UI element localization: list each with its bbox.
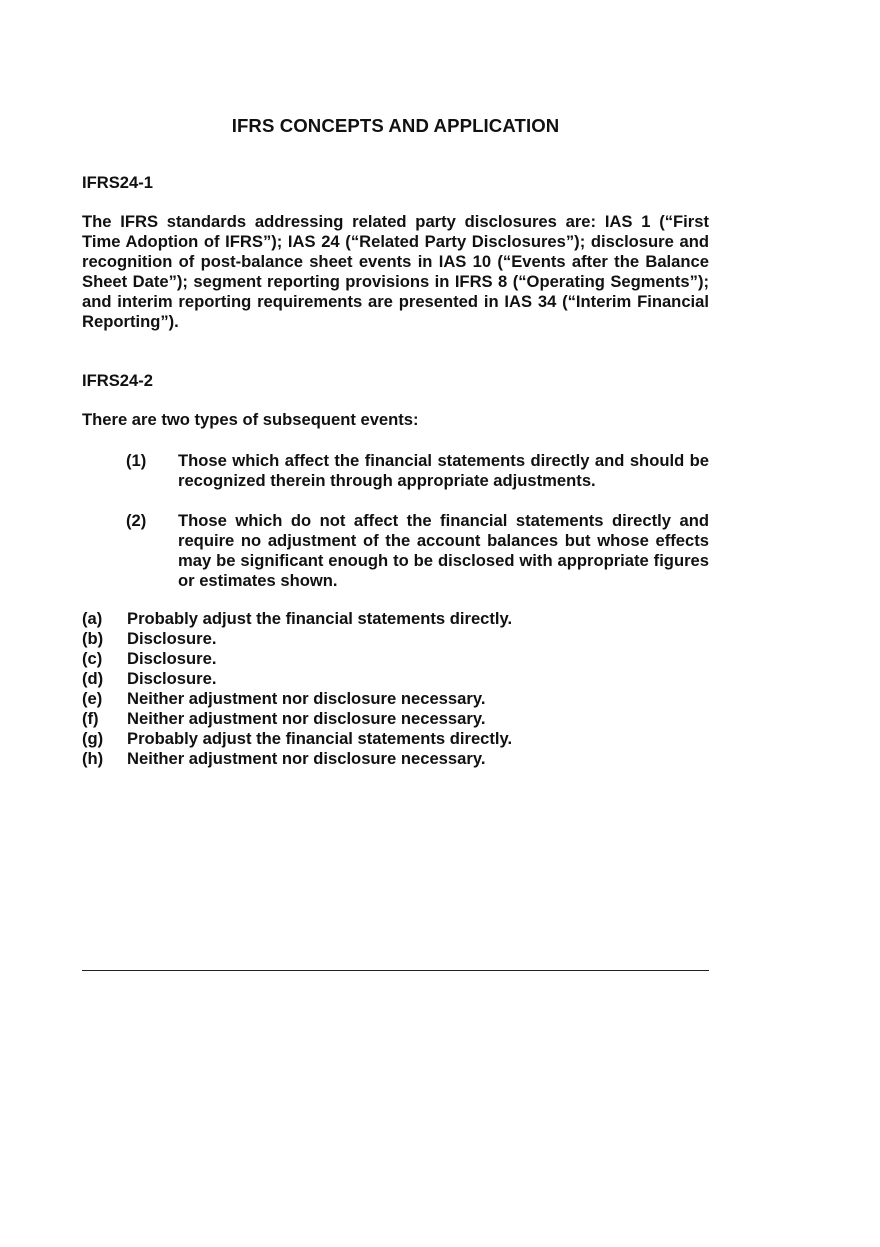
answer-item — [82, 669, 512, 689]
answer-text: Disclosure. — [127, 649, 217, 668]
answer-item — [82, 629, 512, 649]
answer-letter: (d) — [82, 669, 104, 688]
answer-letter: (c) — [82, 649, 103, 668]
answer-text: Neither adjustment nor disclosure necessary. — [127, 689, 486, 708]
answer-text: Neither adjustment nor disclosure necessary. — [127, 749, 486, 768]
event-type-number: (2) — [126, 511, 147, 530]
answer-letter: (g) — [82, 729, 104, 748]
answer-text: Probably adjust the financial statements directly. — [127, 609, 513, 628]
answer-letter: (h) — [82, 749, 104, 768]
subsequent-events-intro: There are two types of subsequent events: — [82, 410, 419, 429]
answer-item — [82, 609, 512, 629]
page-title: IFRS CONCEPTS AND APPLICATION — [231, 115, 560, 136]
answer-item — [82, 649, 512, 669]
answer-text: Probably adjust the financial statements directly. — [127, 729, 513, 748]
answer-item — [82, 749, 512, 769]
section-heading-ifrs24-2: IFRS24-2 — [82, 371, 154, 390]
event-type-item — [126, 451, 709, 491]
answer-letter: (a) — [82, 609, 103, 628]
section-paragraph-ifrs24-1: The IFRS standards addressing related party disclosures are: IAS 1 (“First Time Adoption of IFRS”); IAS 24 (“Related Party Disclosures”); disclosure and recognition of post-balance sheet events in IAS 10 (“Events after the Balance Sheet Date”); segment reporting provisions in IFRS 8 (“Operating Segments”); and interim reporting requirements are presented in IAS 34 (“Interim Financial Reporting”). — [82, 212, 709, 331]
event-type-item — [126, 511, 709, 591]
answer-letter: (e) — [82, 689, 103, 708]
answer-text: Disclosure. — [127, 629, 217, 648]
event-type-text: Those which do not affect the financial statements directly and require no adjustment of the account balances but whose effects may be significant enough to be disclosed with appropriate figures or estimates shown. — [178, 511, 709, 590]
answer-text: Neither adjustment nor disclosure necessary. — [127, 709, 486, 728]
answer-list — [82, 609, 512, 769]
answer-item — [82, 729, 512, 749]
answer-text: Disclosure. — [127, 669, 217, 688]
answer-item — [82, 689, 512, 709]
answer-letter: (b) — [82, 629, 104, 648]
event-type-text: Those which affect the financial statements directly and should be recognized therein through appropriate adjustments. — [178, 451, 709, 490]
footnote-divider — [82, 970, 709, 971]
answer-letter: (f) — [82, 709, 99, 728]
answer-item — [82, 709, 512, 729]
section-heading-ifrs24-1: IFRS24-1 — [82, 173, 154, 192]
event-type-number: (1) — [126, 451, 147, 470]
